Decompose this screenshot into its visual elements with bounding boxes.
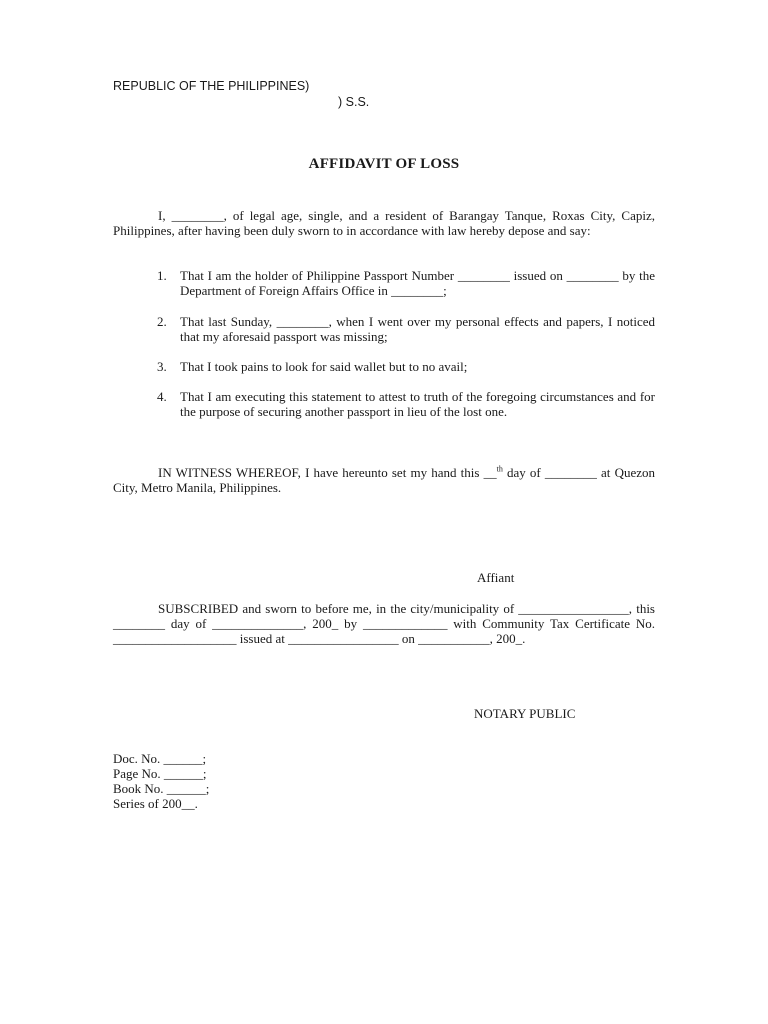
intro-paragraph: I, ________, of legal age, single, and a resident of Barangay Tanque, Roxas City, Capiz, Philippines, after having been duly sworn to in accordance with law hereby depose and say: bbox=[113, 208, 655, 238]
list-item bbox=[157, 314, 655, 344]
subscribed-paragraph: SUBSCRIBED and sworn to before me, in the city/municipality of _________________, this ________ day of ______________, 200_ by _____________ with Community Tax Certificate No. ___________________ issued at _________________ on ___________, 200_. bbox=[113, 601, 655, 646]
witness-text-end: day of ________ at Quezon City, Metro Manila, Philippines. bbox=[113, 465, 655, 495]
doc-numbers-block bbox=[113, 751, 209, 811]
series-line: Series of 200__. bbox=[113, 796, 198, 811]
witness-superscript: th bbox=[496, 464, 503, 474]
list-item-number: 1. bbox=[157, 268, 167, 283]
list-item bbox=[157, 268, 655, 298]
affiant-label: Affiant bbox=[477, 570, 515, 585]
ss-venue: ) S.S. bbox=[338, 95, 370, 109]
list-item-number: 2. bbox=[157, 314, 167, 329]
list-item-text: That last Sunday, ________, when I went over my personal effects and papers, I noticed that my aforesaid passport was missing; bbox=[180, 314, 655, 344]
doc-number-line: Doc. No. ______; bbox=[113, 751, 207, 766]
list-item bbox=[157, 359, 655, 374]
list-item-number: 3. bbox=[157, 359, 167, 374]
list-item-text: That I took pains to look for said wallet but to no avail; bbox=[180, 359, 468, 374]
witness-paragraph bbox=[113, 465, 655, 495]
page-number-line: Page No. ______; bbox=[113, 766, 207, 781]
document-title: AFFIDAVIT OF LOSS bbox=[308, 156, 460, 172]
book-number-line: Book No. ______; bbox=[113, 781, 210, 796]
list-item-text: That I am executing this statement to attest to truth of the foregoing circumstances and for the purpose of securing another passport in lieu of the lost one. bbox=[180, 389, 655, 419]
republic-header: REPUBLIC OF THE PHILIPPINES) bbox=[113, 79, 310, 93]
witness-text-start: IN WITNESS WHEREOF, I have hereunto set my hand this __ bbox=[158, 465, 497, 480]
list-item bbox=[157, 389, 655, 419]
list-item-text: That I am the holder of Philippine Passport Number ________ issued on ________ by the Department of Foreign Affairs Office in ________; bbox=[180, 268, 655, 298]
list-item-number: 4. bbox=[157, 389, 167, 404]
notary-public-label: NOTARY PUBLIC bbox=[474, 706, 576, 721]
